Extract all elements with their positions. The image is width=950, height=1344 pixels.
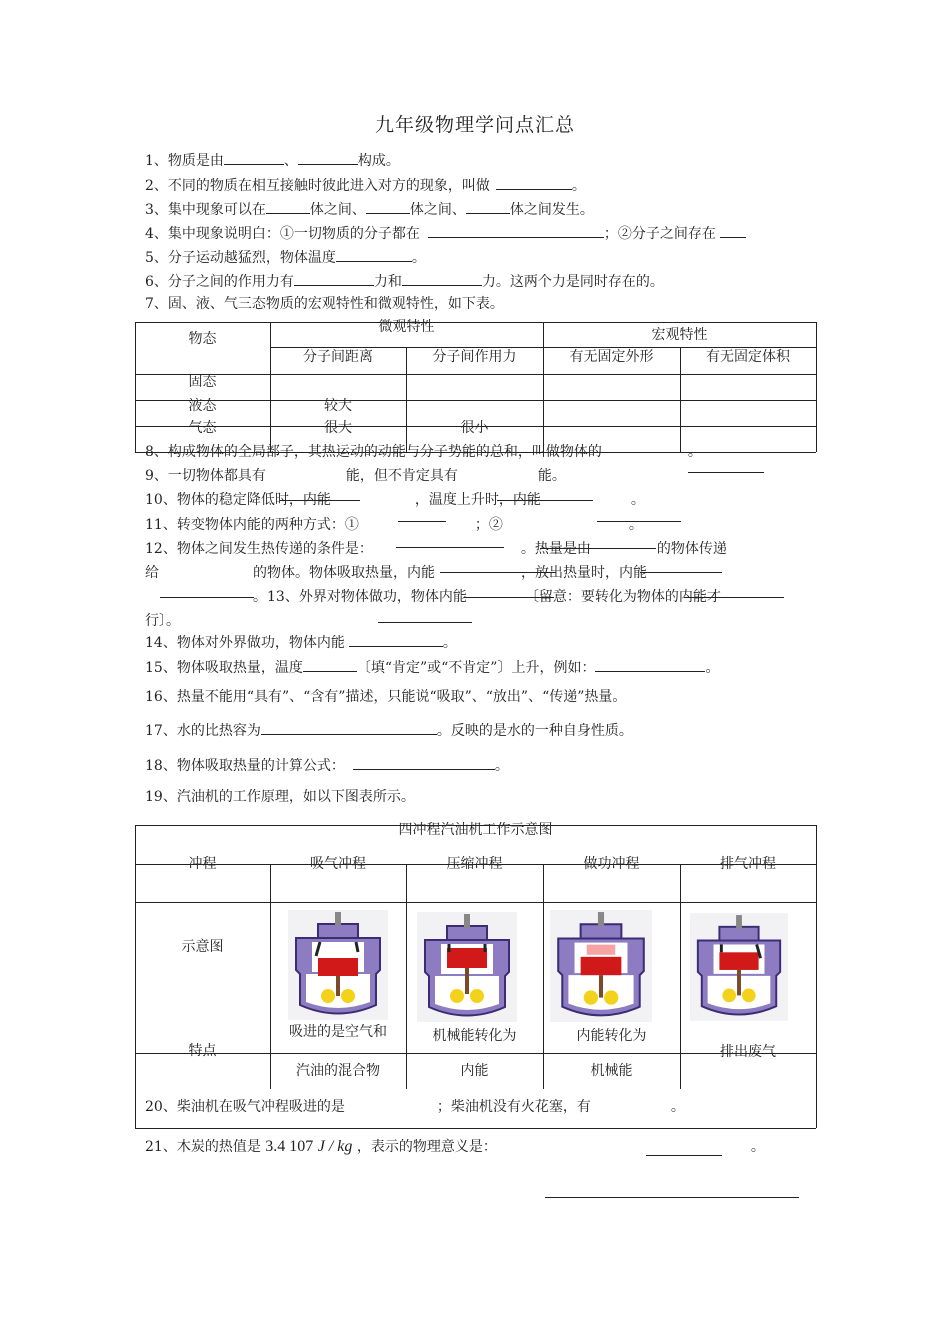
blank[interactable]: [349, 632, 443, 647]
blank[interactable]: [688, 472, 764, 473]
blank[interactable]: [396, 547, 504, 548]
blank[interactable]: [303, 657, 357, 672]
question-13-cont: 行〕。: [145, 613, 180, 629]
subheader: 分子间距离: [303, 349, 373, 365]
header-exhaust: 排气冲程: [720, 856, 776, 872]
blank[interactable]: [496, 175, 572, 190]
engine-table-title: 四冲程汽油机工作示意图: [398, 822, 553, 838]
blank[interactable]: [428, 223, 604, 238]
page-title: 九年级物理学问点汇总: [374, 114, 575, 136]
blank[interactable]: [440, 572, 556, 573]
question-6: 6、分子之间的作用力有 力和 力。这两个力是同时存在的。: [145, 271, 664, 291]
header-intake: 吸气冲程: [310, 856, 366, 872]
blank[interactable]: [353, 755, 495, 770]
row-diagram: 示意图: [181, 939, 224, 955]
subheader: 有无固定外形: [569, 349, 654, 365]
cell-force: 很小: [460, 420, 489, 436]
question-12: 12、物体之间发生热传递的条件是： 。热量是由 的物体传递: [145, 541, 727, 557]
blank[interactable]: [378, 622, 472, 623]
blank[interactable]: [224, 150, 284, 165]
feature-power: 内能转化为: [576, 1028, 647, 1044]
row-state: 液态: [188, 398, 217, 414]
blank[interactable]: [646, 1155, 722, 1156]
question-12-cont: 给 的物体。物体吸取热量，内能 ，放出热量时，内能: [145, 565, 647, 581]
blank[interactable]: [336, 247, 412, 262]
blank[interactable]: [545, 1197, 799, 1198]
feature-exhaust: 排出废气: [720, 1044, 776, 1060]
question-19: 19、汽油机的工作原理，如以下图表所示。: [145, 789, 415, 805]
question-21: 21、木炭的热值是 3.4 107 J / kg ，表示的物理意义是： 。: [145, 1138, 765, 1155]
question-4: 4、集中现象说明白：①一切物质的分子都在 ；②分子之间存在: [145, 223, 746, 243]
header-macro: 宏观特性: [651, 327, 708, 343]
question-9: 9、一切物体都具有 能，但不肯定具有 能。: [145, 468, 566, 484]
question-5: 5、分子运动越猛烈，物体温度 。: [145, 247, 426, 267]
header-micro: 微观特性: [378, 319, 435, 335]
exhaust-engine-icon: [690, 912, 788, 1022]
question-1: 1、物质是由 、 构成。: [145, 150, 400, 170]
header-power: 做功冲程: [583, 856, 640, 872]
blank[interactable]: [294, 271, 374, 286]
row-feature: 特点: [188, 1043, 217, 1059]
question-17: 17、水的比热容为 。反映的是水的一种自身性质。: [145, 720, 633, 740]
cell-distance: 很大: [324, 420, 352, 436]
question-3: 3、集中现象可以在 体之间、 体之间、 体之间发生。: [145, 199, 594, 219]
blank[interactable]: [261, 720, 437, 735]
blank[interactable]: [266, 199, 310, 214]
cell-distance: 较大: [324, 398, 352, 414]
header-stroke: 冲程: [188, 856, 217, 872]
blank[interactable]: [398, 521, 446, 522]
feature-compression: 内能: [460, 1063, 489, 1079]
blank[interactable]: [160, 597, 254, 598]
subheader: 有无固定体积: [706, 349, 790, 365]
blank[interactable]: [298, 150, 358, 165]
header-state: 物态: [188, 331, 217, 347]
row-state: 固态: [188, 374, 217, 390]
power-engine-icon: [548, 910, 654, 1022]
question-2: 2、不同的物质在相互接触时彼此进入对方的现象，叫做 。: [145, 175, 586, 195]
question-13: 。13、外界对物体做功，物体内能 〔留意：要转化为物体的内能才: [253, 589, 721, 605]
feature-intake: 汽油的混合物: [296, 1063, 380, 1079]
blank[interactable]: [597, 521, 681, 522]
row-state: 气态: [188, 420, 217, 436]
blank[interactable]: [720, 223, 746, 238]
blank[interactable]: [640, 572, 722, 573]
question-15: 15、物体吸取热量，温度 〔填“肯定”或“不肯定”〕上升，例如： 。: [145, 657, 719, 677]
question-7: 7、固、液、气三态物质的宏观特性和微观特性，如下表。: [145, 296, 504, 312]
feature-power: 机械能: [590, 1063, 633, 1079]
question-14: 14、物体对外界做功，物体内能 。: [145, 632, 457, 652]
header-compression: 压缩冲程: [446, 856, 503, 872]
intake-engine-icon: [288, 910, 388, 1020]
blank[interactable]: [466, 199, 510, 214]
feature-compression: 机械能转化为: [432, 1028, 517, 1044]
question-16: 16、热量不能用“具有”、“含有”描述，只能说“吸取”、“放出”、“传递”热量。: [145, 689, 627, 705]
question-20: 20、柴油机在吸气冲程吸进的是 ；柴油机没有火花塞，有 。: [145, 1099, 685, 1115]
compression-engine-icon: [414, 912, 520, 1022]
question-11: 11、转变物体内能的两种方式：① ；② 。: [145, 517, 643, 533]
blank[interactable]: [595, 657, 705, 672]
feature-intake: 吸进的是空气和: [289, 1024, 387, 1040]
question-8: 8、构成物体的全局部子，其热运动的动能与分子势能的总和，叫做物体的 。: [145, 444, 702, 460]
question-18: 18、物体吸取热量的计算公式： 。: [145, 755, 509, 775]
blank[interactable]: [464, 597, 554, 598]
question-10: 10、物体的稳定降低时，内能 ，温度上升时，内能 。: [145, 492, 645, 508]
blank[interactable]: [402, 271, 482, 286]
subheader: 分子间作用力: [432, 349, 517, 365]
blank[interactable]: [366, 199, 410, 214]
